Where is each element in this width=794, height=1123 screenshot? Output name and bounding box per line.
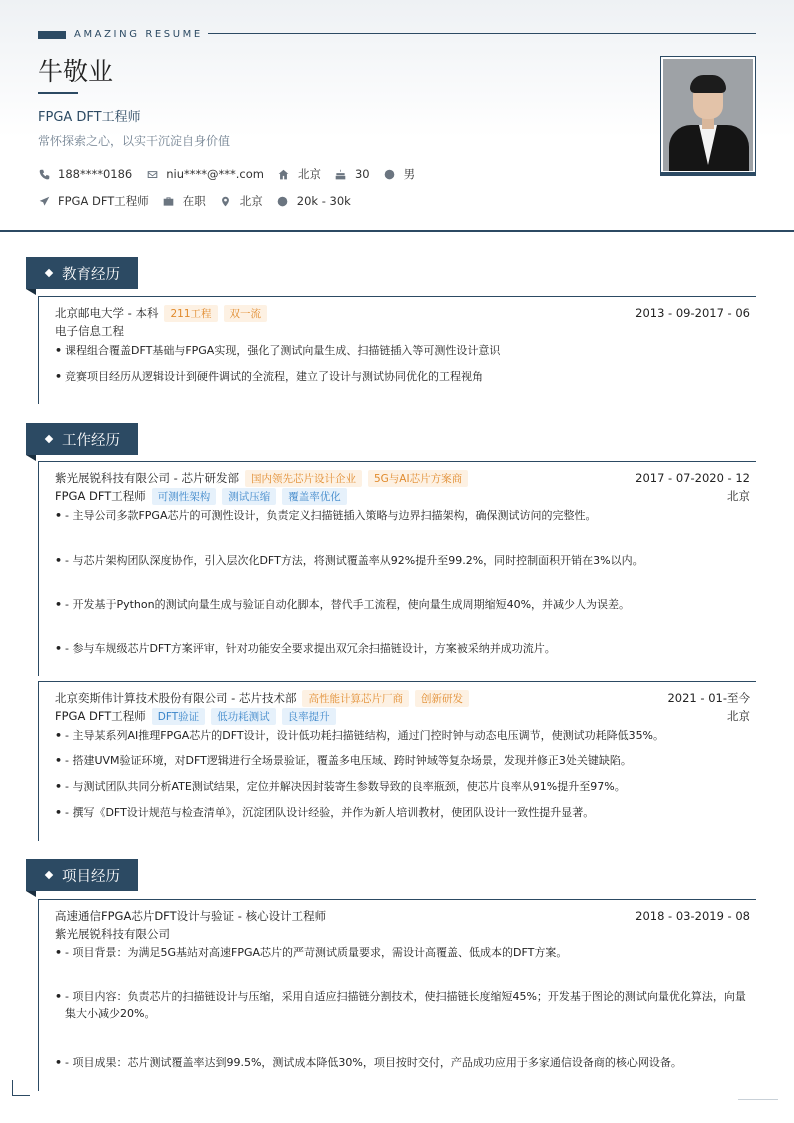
- info-location: 北京: [220, 193, 263, 209]
- role-title: FPGA DFT工程师: [55, 709, 146, 723]
- home-icon: [278, 168, 290, 180]
- tagline-bar: [38, 31, 66, 39]
- project-entry: [38, 899, 756, 1091]
- skill-badge: 覆盖率优化: [282, 488, 347, 505]
- corner-mark: [738, 1099, 778, 1100]
- work-bullet: • - 搭建UVM验证环境，对DFT逻辑进行全场景验证，覆盖多电压域、跨时钟域等复杂场景，发现并修正3处关键缺陷。: [55, 752, 746, 769]
- work-bullet: • - 与芯片架构团队深度协作，引入层次化DFT方法，将测试覆盖率从92%提升至99.2%，同时控制面积开销在3%以内。: [55, 552, 746, 569]
- company-badge: 国内领先芯片设计企业: [245, 470, 362, 487]
- work-bullet: • - 撰写《DFT设计规范与检查清单》，沉淀团队设计经验，并作为新人培训教材，使团队设计一致性提升显著。: [55, 804, 746, 821]
- info-city: 北京: [278, 166, 321, 182]
- work-date: 2021 - 01-至今: [667, 691, 750, 705]
- info-phone: 188****0186: [38, 167, 132, 181]
- info-status: 在职: [163, 193, 206, 209]
- education-entry: [38, 296, 756, 406]
- resume-tagline: [38, 29, 203, 40]
- work-location: 北京: [727, 489, 750, 503]
- info-intent: FPGA DFT工程师: [38, 193, 149, 209]
- section-project-title: 项目经历: [26, 859, 138, 891]
- skill-badge: 可测性架构: [152, 488, 217, 505]
- gender-icon: [384, 168, 396, 180]
- education-bullet: • 课程组合覆盖DFT基础与FPGA实现，强化了测试向量生成、扫描链插入等可测性设计意识: [55, 342, 746, 359]
- contact-row: [38, 166, 429, 182]
- project-name: 高速通信FPGA芯片DFT设计与验证 - 核心设计工程师: [55, 909, 327, 923]
- salary-icon: [277, 195, 289, 207]
- work-location: 北京: [727, 709, 750, 723]
- work-bullet: • - 主导某系列AI推理FPGA芯片的DFT设计，设计低功耗扫描链结构，通过门控时钟与动态电压调节，使测试功耗降低35%。: [55, 727, 746, 744]
- school-name: 北京邮电大学 - 本科: [55, 306, 159, 320]
- skill-badge: 测试压缩: [222, 488, 276, 505]
- profile-photo: [660, 56, 756, 174]
- info-salary: 20k - 30k: [277, 194, 351, 208]
- job-intent-row: [38, 193, 365, 209]
- phone-icon: [38, 168, 50, 180]
- person-name: 牛敬业: [38, 57, 114, 86]
- diamond-icon: [45, 269, 53, 277]
- work-entry-1: [38, 461, 756, 676]
- project-bullet: • - 项目成果：芯片测试覆盖率达到99.5%，测试成本降低30%，项目按时交付，产品成功应用于多家通信设备商的核心网设备。: [55, 1054, 746, 1071]
- badge-double-first: 双一流: [224, 305, 268, 322]
- project-bullet: • - 项目背景：为满足5G基站对高速FPGA芯片的严苛测试质量要求，需设计高覆盖、低成本的DFT方案。: [55, 944, 746, 961]
- location-icon: [220, 195, 232, 207]
- motto: 常怀探索之心，以实干沉淀自身价值: [38, 134, 231, 148]
- section-work-title: 工作经历: [26, 423, 138, 455]
- company-badge: 5G与AI芯片方案商: [368, 470, 468, 487]
- tagline-text: AMAZING RESUME: [74, 29, 203, 40]
- header-rule: [208, 33, 756, 34]
- major: 电子信息工程: [55, 324, 124, 338]
- info-age: 30: [335, 167, 370, 181]
- diamond-icon: [45, 435, 53, 443]
- work-entry-2: [38, 681, 756, 841]
- mail-icon: [146, 168, 158, 180]
- send-icon: [38, 195, 50, 207]
- work-bullet: • - 与测试团队共同分析ATE测试结果，定位并解决因封装寄生参数导致的良率瓶颈，使芯片良率从91%提升至97%。: [55, 778, 746, 795]
- company-name: 紫光展锐科技有限公司 - 芯片研发部: [55, 471, 239, 485]
- work-bullet: • - 开发基于Python的测试向量生成与验证自动化脚本，替代手工流程，使向量生成周期缩短40%，并减少人为误差。: [55, 596, 746, 613]
- company-name: 北京奕斯伟计算技术股份有限公司 - 芯片技术部: [55, 691, 297, 705]
- resume-header: [0, 0, 794, 232]
- project-bullet: • - 项目内容：负责芯片的扫描链设计与压缩，采用自适应扫描链分割技术，使扫描链长度缩短45%；开发基于图论的测试向量优化算法，向量集大小减少20%。: [55, 988, 746, 1022]
- company-badge: 创新研发: [415, 690, 469, 707]
- skill-badge: 低功耗测试: [211, 708, 276, 725]
- work-date: 2017 - 07-2020 - 12: [635, 471, 750, 485]
- project-company: 紫光展锐科技有限公司: [55, 927, 170, 941]
- info-email: niu****@***.com: [146, 167, 264, 181]
- job-title: FPGA DFT工程师: [38, 110, 141, 125]
- education-date: 2013 - 09-2017 - 06: [635, 306, 750, 320]
- corner-mark: [12, 1080, 30, 1096]
- cake-icon: [335, 168, 347, 180]
- diamond-icon: [45, 871, 53, 879]
- photo-accent: [660, 172, 756, 176]
- name-underline: [38, 92, 78, 94]
- briefcase-icon: [163, 195, 175, 207]
- section-education-title: 教育经历: [26, 257, 138, 289]
- education-bullet: • 竞赛项目经历从逻辑设计到硬件调试的全流程，建立了设计与测试协同优化的工程视角: [55, 368, 746, 385]
- badge-211: 211工程: [164, 305, 217, 322]
- company-badge: 高性能计算芯片厂商: [302, 690, 409, 707]
- skill-badge: DFT验证: [152, 708, 205, 725]
- info-gender: 男: [384, 166, 416, 182]
- skill-badge: 良率提升: [282, 708, 336, 725]
- work-bullet: • - 参与车规级芯片DFT方案评审，针对功能安全要求提出双冗余扫描链设计，方案被采纳并成功流片。: [55, 640, 746, 657]
- work-bullet: • - 主导公司多款FPGA芯片的可测性设计，负责定义扫描链插入策略与边界扫描架构，确保测试访问的完整性。: [55, 507, 746, 524]
- project-date: 2018 - 03-2019 - 08: [635, 909, 750, 923]
- role-title: FPGA DFT工程师: [55, 489, 146, 503]
